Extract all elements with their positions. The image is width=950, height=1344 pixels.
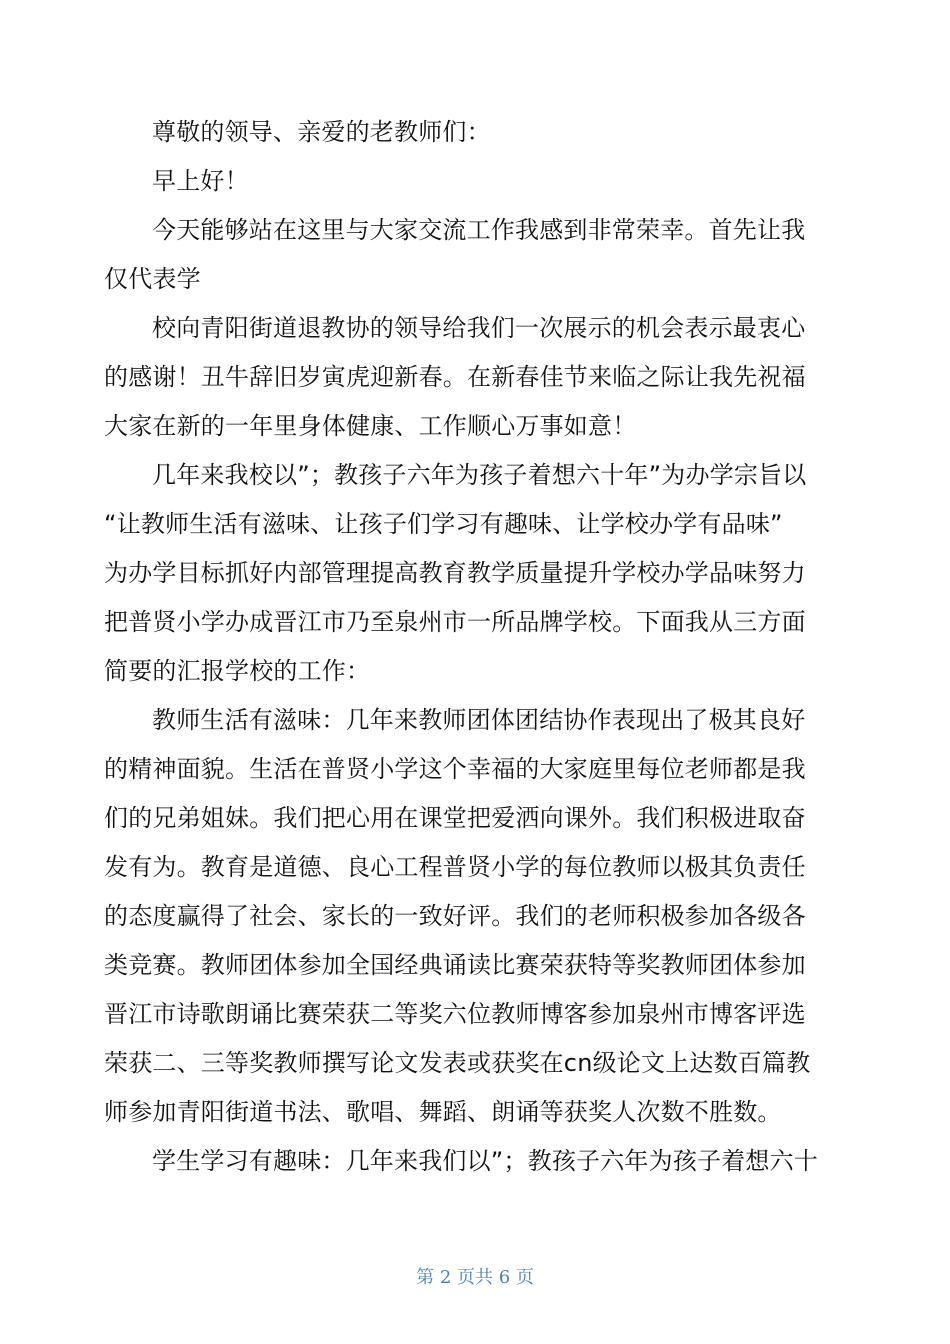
text-line: 的感谢！丑牛辞旧岁寅虎迎新春。在新春佳节来临之际让我先祝福: [104, 363, 806, 391]
text-line: 师参加青阳街道书法、歌唱、舞蹈、朗诵等获奖人次数不胜数。: [104, 1098, 782, 1126]
text-line: 类竞赛。教师团体参加全国经典诵读比赛荣获特等奖教师团体参加: [104, 951, 806, 979]
text-line: 简要的汇报学校的工作：: [104, 657, 371, 685]
text-line: “让教师生活有滋味、让孩子们学习有趣味、让学校办学有品味”: [104, 510, 783, 538]
text-line: 校向青阳街道退教协的领导给我们一次展示的机会表示最衷心: [152, 314, 806, 342]
text-line: 教师生活有滋味：几年来教师团体团结协作表现出了极其良好: [152, 706, 806, 734]
text-line: 晋江市诗歌朗诵比赛荣获二等奖六位教师博客参加泉州市博客评选: [104, 1000, 806, 1028]
text-line: 学生学习有趣味：几年来我们以”；教孩子六年为孩子着想六十: [152, 1147, 819, 1175]
text-line: 发有为。教育是道德、良心工程普贤小学的每位教师以极其负责任: [104, 853, 806, 881]
document-body: [104, 108, 844, 1186]
text-line: 的精神面貌。生活在普贤小学这个幸福的大家庭里每位老师都是我: [104, 755, 806, 783]
text-line: 们的兄弟姐妹。我们把心用在课堂把爱洒向课外。我们积极进取奋: [104, 804, 806, 832]
text-line: 仅代表学: [104, 265, 201, 293]
text-line: 的态度赢得了社会、家长的一致好评。我们的老师积极参加各级各: [104, 902, 806, 930]
text-line: 尊敬的领导、亲爱的老教师们：: [152, 118, 491, 146]
text-line: 荣获二、三等奖教师撰写论文发表或获奖在cn级论文上达数百篇教: [104, 1049, 811, 1077]
page-number-footer: 第 2 页共 6 页: [416, 1267, 534, 1288]
text-line: 几年来我校以”；教孩子六年为孩子着想六十年”为办学宗旨以: [152, 461, 807, 489]
text-line: 把普贤小学办成晋江市乃至泉州市一所品牌学校。下面我从三方面: [104, 608, 806, 636]
text-line: 今天能够站在这里与大家交流工作我感到非常荣幸。首先让我: [152, 216, 806, 244]
text-line: 大家在新的一年里身体健康、工作顺心万事如意！: [104, 412, 637, 440]
text-line: 早上好！: [152, 167, 249, 195]
text-line: 为办学目标抓好内部管理提高教育教学质量提升学校办学品味努力: [104, 559, 806, 587]
